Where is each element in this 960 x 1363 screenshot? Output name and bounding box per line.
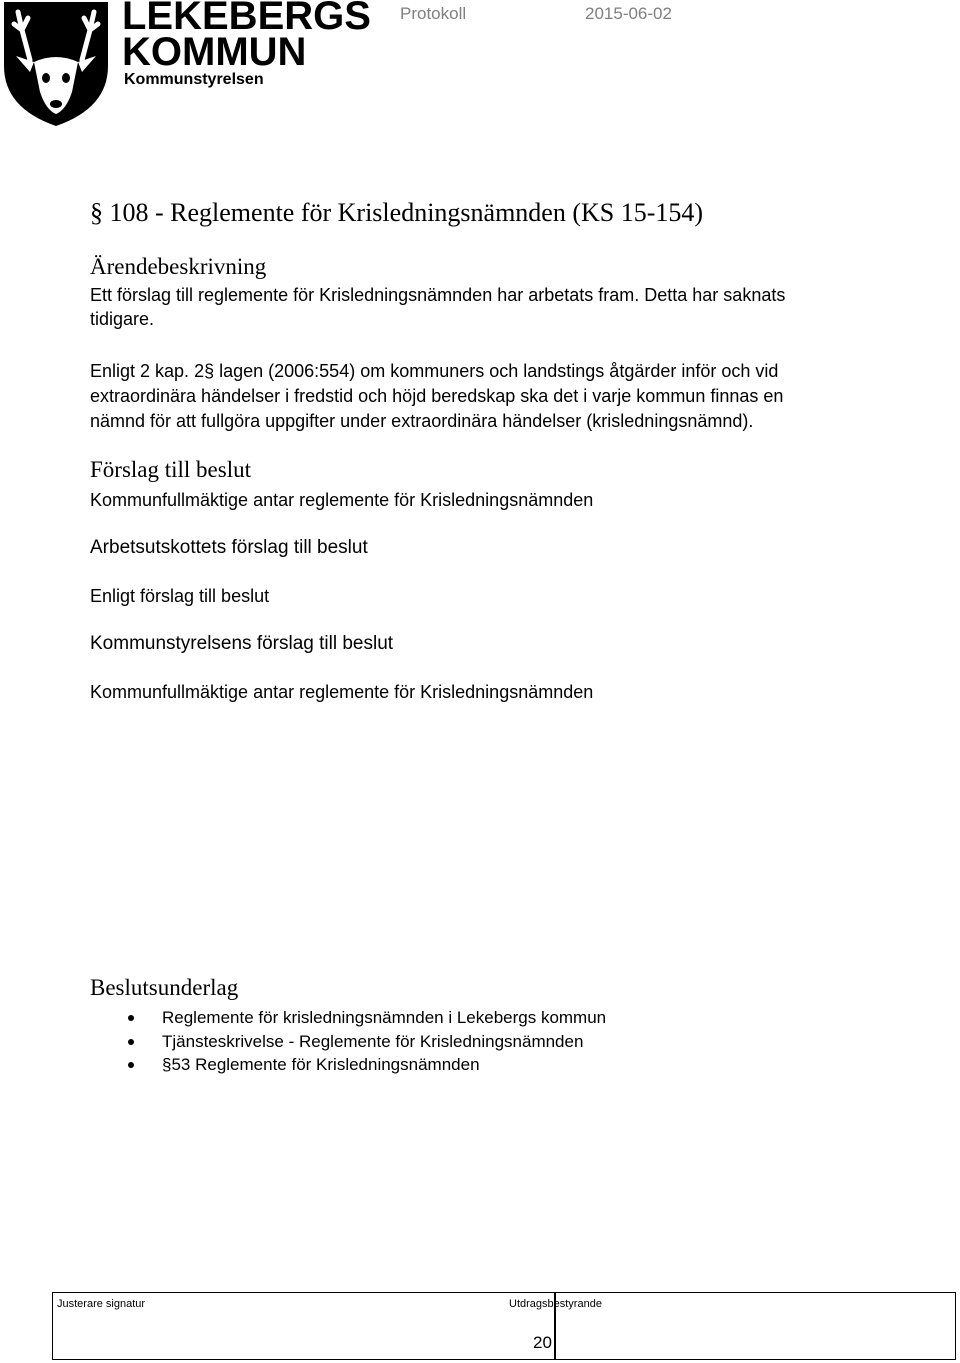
list-item: Reglemente för krisledningsnämnden i Lekebergs kommun xyxy=(128,1006,606,1030)
org-unit: Kommunstyrelsen xyxy=(124,71,264,88)
signature-footer xyxy=(52,1292,956,1360)
document-type: Protokoll xyxy=(400,4,467,23)
org-name-line2: KOMMUN xyxy=(122,30,307,74)
page-number: 20 xyxy=(533,1333,552,1352)
basis-heading: Beslutsunderlag xyxy=(90,975,239,1000)
document-date: 2015-06-02 xyxy=(585,4,672,23)
law-reference-line-2: extraordinära händelser i fredstid och höjd beredskap ska det i varje kommun finnas en xyxy=(90,386,784,406)
bullet-icon xyxy=(128,1039,134,1045)
proposal-text: Kommunfullmäktige antar reglemente för Krisledningsnämnden xyxy=(90,490,594,510)
proposal-heading: Förslag till beslut xyxy=(90,457,251,482)
list-item: Tjänsteskrivelse - Reglemente för Krisledningsnämnden xyxy=(128,1030,606,1054)
au-proposal-text: Enligt förslag till beslut xyxy=(90,586,270,606)
certifier-label: Utdragsbestyrande xyxy=(509,1298,602,1310)
org-name-line1: LEKEBERGS xyxy=(122,0,371,38)
basis-list xyxy=(128,1006,606,1077)
page-title: § 108 - Reglemente för Krisledningsnämnden (KS 15-154) xyxy=(90,198,704,227)
signature-label: Justerare signatur xyxy=(57,1298,146,1310)
description-heading: Ärendebeskrivning xyxy=(90,254,267,279)
description-line-1: Ett förslag till reglemente för Krisledningsnämnden har arbetats fram. Detta har saknats xyxy=(90,285,786,305)
law-reference-line-1: Enligt 2 kap. 2§ lagen (2006:554) om kommuners och landstings åtgärder inför och vid xyxy=(90,361,779,381)
bullet-icon xyxy=(128,1015,134,1021)
description-line-2: tidigare. xyxy=(90,309,155,329)
ks-proposal-heading: Kommunstyrelsens förslag till beslut xyxy=(90,633,394,654)
list-item: §53 Reglemente för Krisledningsnämnden xyxy=(128,1053,606,1077)
bullet-icon xyxy=(128,1062,134,1068)
municipal-coat-of-arms-logo xyxy=(0,0,112,128)
au-proposal-heading: Arbetsutskottets förslag till beslut xyxy=(90,537,368,558)
ks-proposal-text: Kommunfullmäktige antar reglemente för Krisledningsnämnden xyxy=(90,682,594,702)
law-reference-line-3: nämnd för att fullgöra uppgifter under extraordinära händelser (krisledningsnämnd). xyxy=(90,411,754,431)
deer-head-coat-of-arms-icon xyxy=(0,0,112,128)
